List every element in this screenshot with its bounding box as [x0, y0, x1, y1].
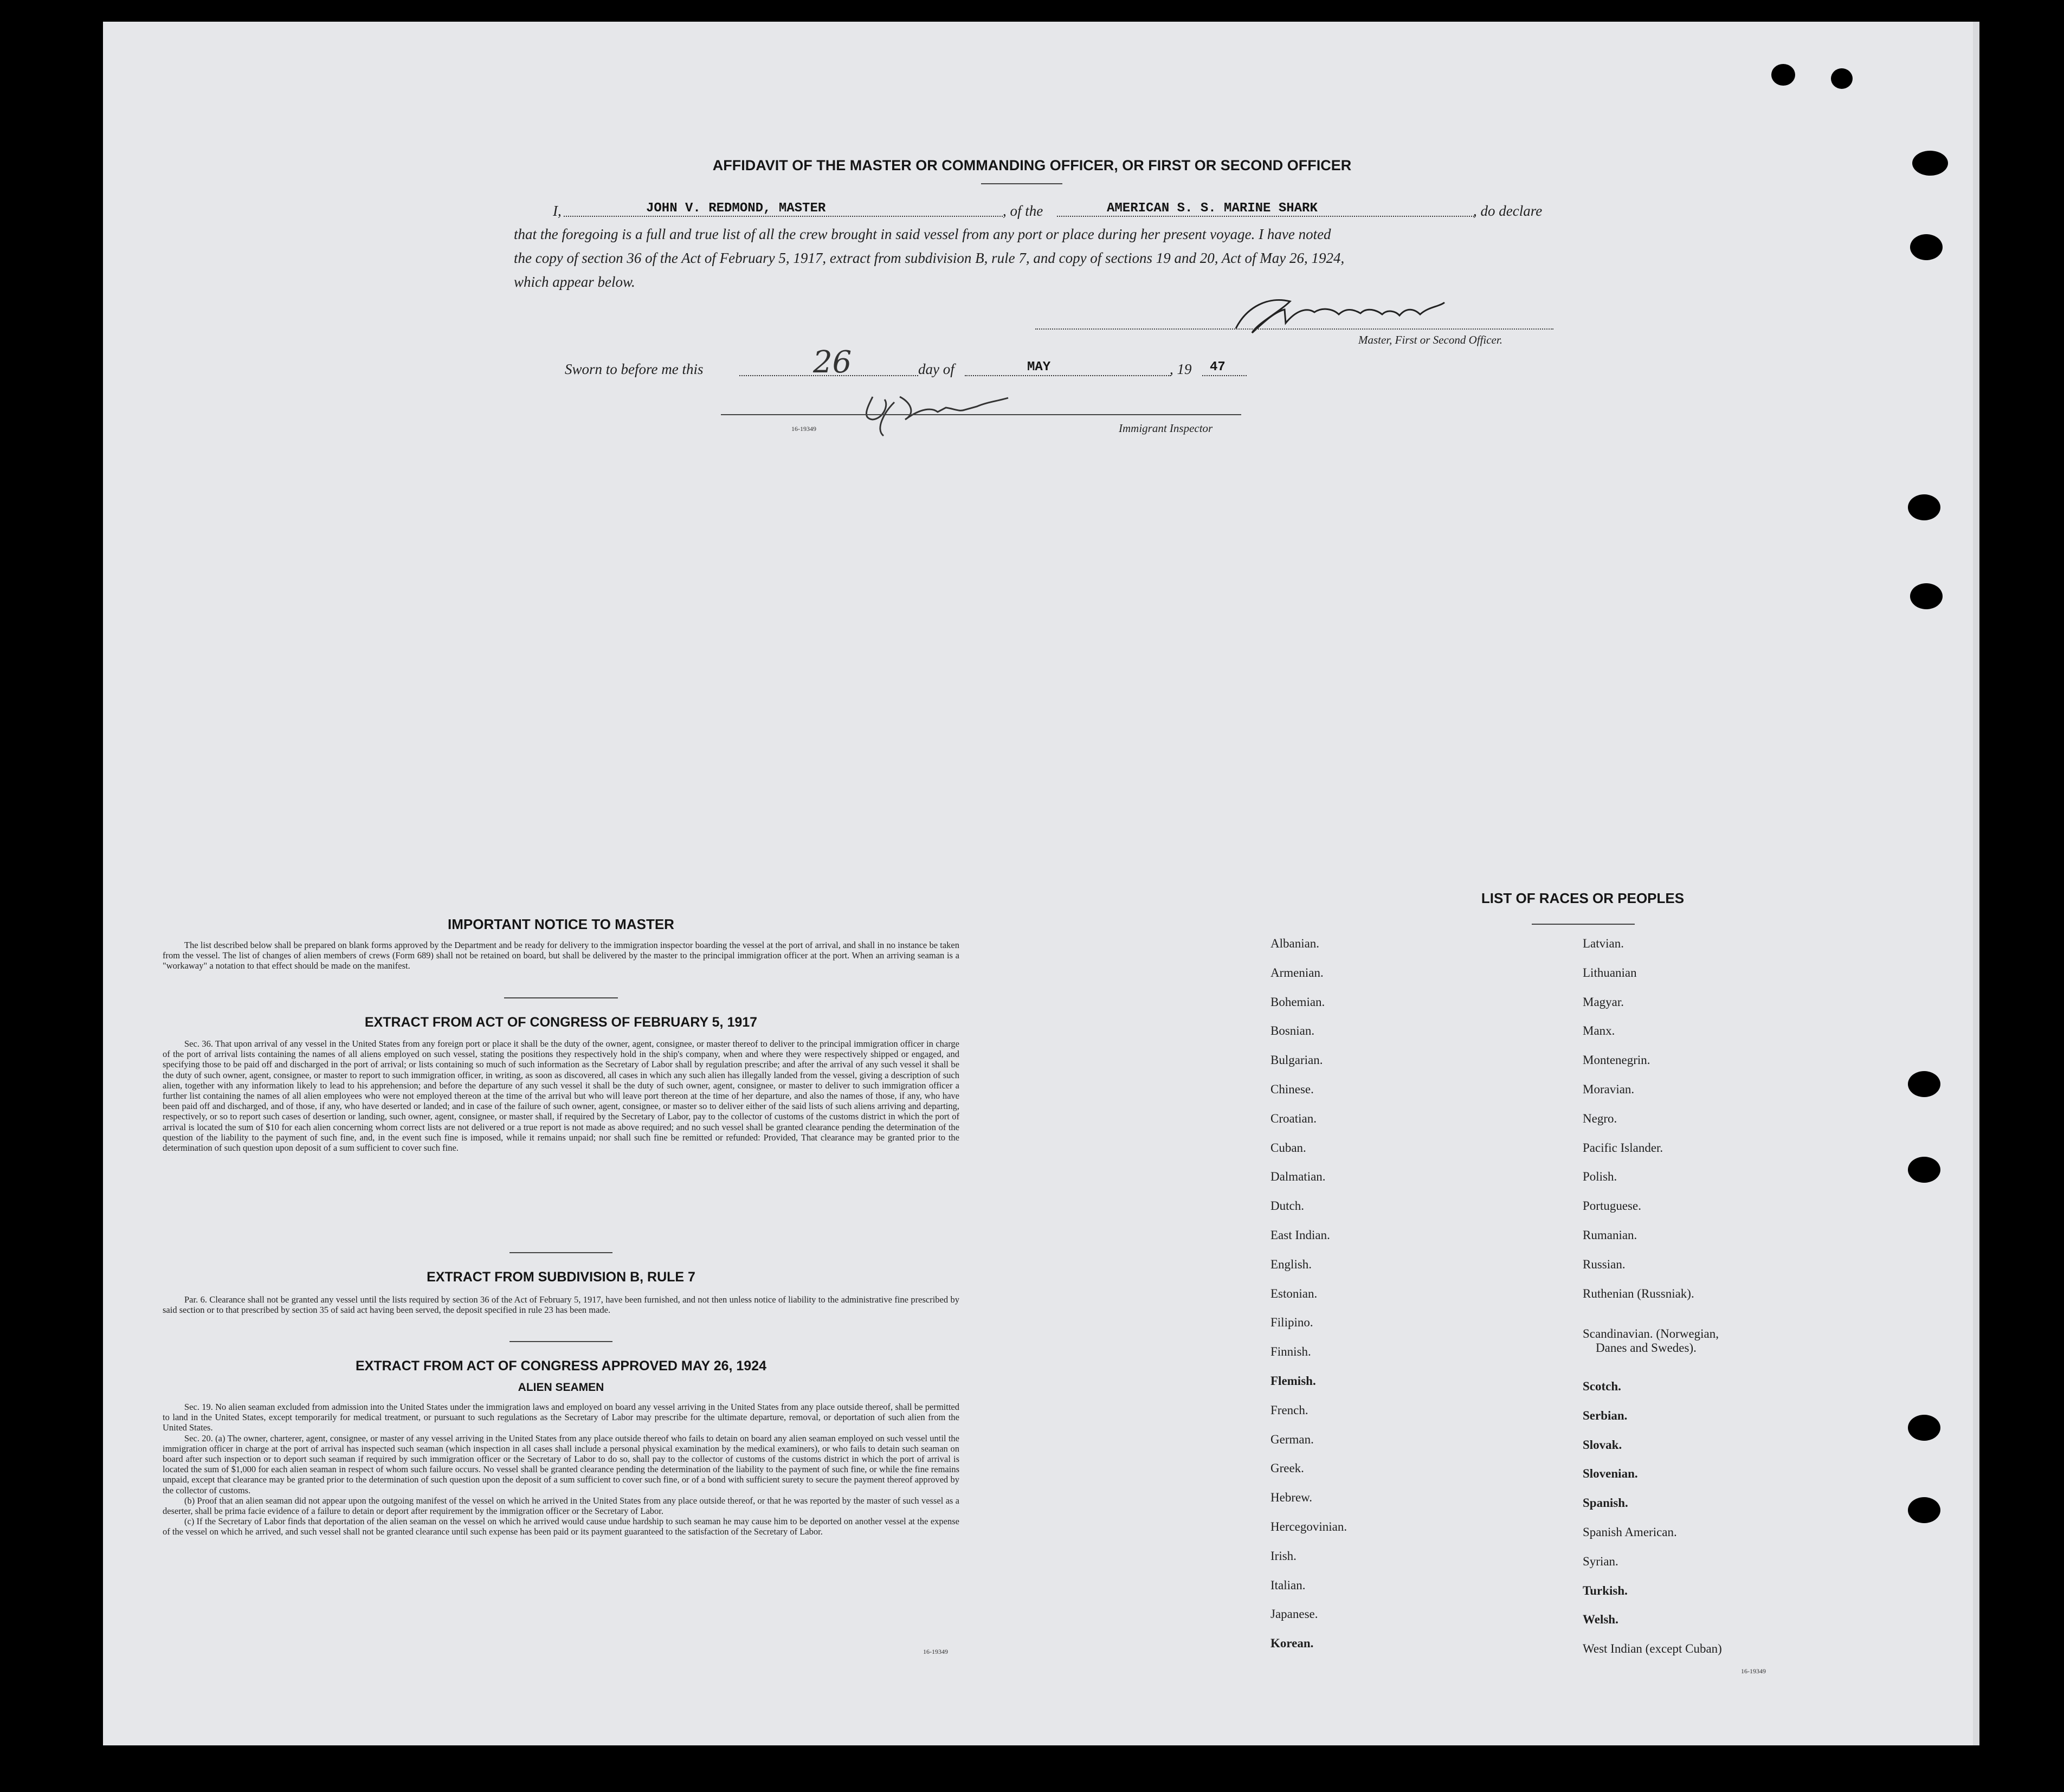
race-item: Turkish.	[1583, 1583, 1628, 1597]
race-item: Moravian.	[1583, 1082, 1635, 1096]
extract-1917-title: EXTRACT FROM ACT OF CONGRESS OF FEBRUARY 5, 1917	[364, 1015, 758, 1030]
race-item: Hebrew.	[1270, 1491, 1313, 1505]
of-the-label: , of the	[1003, 203, 1043, 219]
punch-hole	[1910, 234, 1943, 260]
sworn-month-blank	[965, 375, 1171, 376]
races-title: LIST OF RACES OR PEOPLES	[1481, 890, 1685, 906]
race-item: Lithuanian	[1583, 965, 1637, 979]
extract-form-code: 16-19349	[923, 1648, 948, 1655]
race-item: East Indian.	[1270, 1228, 1330, 1242]
vessel-name: AMERICAN S. S. MARINE SHARK	[1107, 201, 1318, 216]
sec-20a-paragraph: Sec. 20. (a) The owner, charterer, agent, consignee, or master of any vessel arriving in the United States from any place outside thereof who fails to detain on board any alien seaman employed on such vessel until the immigration officer in charge at the port of arrival has inspected such seaman (which inspection in all cases shall include a personal physical examination by the medical examiners), or who fails to detain such seaman on board after such inspection or to deport such seaman if required by such immigration officer or the Secretary of Labor to do so, shall pay to the collector of customs of the customs district in which the port of arrival is located the sum of $1,000 for each alien seaman in respect of whom such failure occurs. No vessel shall be granted clearance pending the determination of the liability to the payment of such fine, or while the fine remains unpaid, except that clearance may be granted prior to the determination of such question upon the deposit of a sum sufficient to cover such fine, or of a bond with sufficient surety to secure the payment thereof approved by the collector of customs.	[163, 1433, 959, 1496]
signature-caption: Master, First or Second Officer.	[1358, 333, 1502, 346]
race-item: Ruthenian (Russniak).	[1583, 1286, 1694, 1300]
year-prefix: , 19	[1170, 361, 1192, 377]
notice-text	[163, 940, 959, 971]
year-blank	[1202, 375, 1247, 376]
race-item: Negro.	[1583, 1111, 1617, 1125]
race-item: Spanish.	[1583, 1496, 1628, 1510]
title-divider	[981, 183, 1062, 184]
race-item: Russian.	[1583, 1257, 1626, 1271]
race-item: Armenian.	[1270, 965, 1324, 979]
race-item: Dalmatian.	[1270, 1170, 1326, 1184]
race-item: Bulgarian.	[1270, 1053, 1323, 1067]
sworn-year: 47	[1210, 360, 1226, 375]
race-item: French.	[1270, 1403, 1308, 1417]
ink-blot	[1831, 68, 1853, 89]
race-item: German.	[1270, 1432, 1314, 1446]
race-item: Slovenian.	[1583, 1467, 1638, 1481]
affidavit-title: AFFIDAVIT OF THE MASTER OR COMMANDING OFFICER, OR FIRST OR SECOND OFFICER	[712, 157, 1352, 173]
sec-20b-paragraph: (b) Proof that an alien seaman did not appear upon the outgoing manifest of the vessel on which he arrived in the United States from any place outside thereof, or that he was reported by the master of such vessel as a deserter, shall be prima facie evidence of a failure to detain or deport after requirement by the immigration officer or the Secretary of Labor.	[163, 1495, 959, 1517]
rule-7-text	[163, 1294, 959, 1315]
race-item: Welsh.	[1583, 1613, 1618, 1627]
race-item: Pacific Islander.	[1583, 1140, 1663, 1155]
race-item: Italian.	[1270, 1578, 1306, 1592]
race-item: Finnish.	[1270, 1345, 1311, 1359]
punch-hole	[1908, 1157, 1940, 1183]
declarant-blank	[564, 216, 1003, 217]
race-item: Irish.	[1270, 1549, 1297, 1563]
day-of-label: day of	[918, 361, 954, 377]
race-item: Bosnian.	[1270, 1024, 1315, 1038]
signature-line	[1035, 328, 1553, 330]
extract-1917-text	[163, 1039, 959, 1153]
race-item: Serbian.	[1583, 1408, 1628, 1422]
races-divider	[1532, 924, 1635, 925]
punch-hole	[1910, 583, 1943, 609]
race-item: Filipino.	[1270, 1316, 1313, 1330]
race-item: English.	[1270, 1257, 1312, 1271]
punch-hole	[1908, 1415, 1940, 1441]
sworn-month: MAY	[1027, 360, 1051, 375]
race-item: Flemish.	[1270, 1374, 1316, 1388]
race-item: Croatian.	[1270, 1111, 1317, 1125]
sec-20c-paragraph: (c) If the Secretary of Labor finds that deportation of the alien seaman on the vessel on which he arrived would cause undue hardship to such seaman he may cause him to be deported on another vessel at the expense of the vessel on which he arrived, and such vessel shall not be granted clearance until such expense has been paid or its payment guaranteed to the satisfaction of the Secretary of Labor.	[163, 1516, 959, 1537]
sworn-day: 26	[813, 345, 852, 380]
race-item: Portuguese.	[1583, 1199, 1641, 1213]
race-item: Dutch.	[1270, 1199, 1304, 1213]
race-item: Estonian.	[1270, 1286, 1318, 1300]
do-declare-label: , do declare	[1473, 203, 1543, 219]
inspector-caption: Immigrant Inspector	[1119, 422, 1213, 435]
race-item: Bohemian.	[1270, 995, 1325, 1009]
notice-paragraph: The list described below shall be prepared on blank forms approved by the Department and be ready for delivery to the immigration inspector boarding the vessel at the port of arrival, and shall in no instance be taken from the vessel. The list of changes of alien members of crews (Form 689) shall not be retained on board, but shall be delivered by the master to the principal immigration officer at the port. When an arriving seaman is a "workaway" a notation to that effect should be made on the manifest.	[163, 940, 959, 971]
race-item: Japanese.	[1270, 1607, 1318, 1621]
race-item: Magyar.	[1583, 995, 1624, 1009]
section-divider	[509, 1341, 612, 1342]
page-edge	[1973, 22, 1979, 1745]
race-item: Rumanian.	[1583, 1228, 1637, 1242]
sworn-prefix: Sworn to before me this	[565, 361, 704, 377]
alien-seamen-subtitle: ALIEN SEAMEN	[518, 1381, 604, 1394]
par-6-paragraph: Par. 6. Clearance shall not be granted any vessel until the lists required by section 36 of the Act of February 5, 1917, have been furnished, and not then unless notice of liability to the administrative fine prescribed by said section or to that prescribed by section 35 of said act having been served, the deposit specified in rule 23 has been made.	[163, 1294, 959, 1316]
race-item-continuation: Danes and Swedes).	[1596, 1341, 1697, 1355]
declaration-line-2: that the foregoing is a full and true list of all the crew brought in said vessel from any port or place during her present voyage. I have noted	[514, 226, 1331, 242]
punch-hole	[1908, 1497, 1940, 1523]
race-item: Spanish American.	[1583, 1525, 1677, 1539]
race-item: Montenegrin.	[1583, 1053, 1650, 1067]
punch-hole	[1908, 494, 1940, 520]
race-item: Scotch.	[1583, 1380, 1621, 1393]
race-item: Hercegovinian.	[1270, 1520, 1347, 1533]
race-item: Syrian.	[1583, 1554, 1618, 1568]
affidavit-form-code: 16-19349	[791, 425, 816, 433]
race-item: Cuban.	[1270, 1140, 1306, 1155]
sec-19-paragraph: Sec. 19. No alien seaman excluded from admission into the United States under the immigration laws and employed on board any vessel arriving in the United States from any place outside thereof, shall be permitted to land in the United States, except temporarily for medical treatment, or pursuant to such regulations as the Secretary of Labor may prescribe for the ultimate departure, removal, or deportation of such alien from the United States.	[163, 1402, 959, 1433]
declarant-name: JOHN V. REDMOND, MASTER	[646, 201, 826, 216]
race-item: Latvian.	[1583, 937, 1624, 950]
master-signature	[1225, 291, 1463, 339]
inspector-signature	[851, 386, 1035, 440]
race-item: Manx.	[1583, 1024, 1615, 1038]
rule-7-title: EXTRACT FROM SUBDIVISION B, RULE 7	[427, 1269, 695, 1285]
race-item: Polish.	[1583, 1170, 1617, 1184]
declaration-line-3: the copy of section 36 of the Act of February 5, 1917, extract from subdivision B, rule 7, and copy of sections 19 and 20, Act of May 26, 1924,	[514, 250, 1345, 266]
extract-1924-text	[163, 1402, 959, 1537]
race-item: Chinese.	[1270, 1082, 1314, 1096]
inspector-signature-line	[721, 414, 1241, 415]
ink-blot	[1771, 64, 1795, 86]
races-form-code: 16-19349	[1741, 1667, 1766, 1675]
declaration-line-4: which appear below.	[514, 274, 635, 290]
section-divider	[504, 997, 618, 998]
declaration-prefix: I,	[553, 203, 562, 219]
notice-title: IMPORTANT NOTICE TO MASTER	[448, 916, 674, 932]
sec-36-paragraph: Sec. 36. That upon arrival of any vessel in the United States from any foreign port or place it shall be the duty of the owner, agent, consignee, or master thereof to deliver to the principal immigration officer in charge of the port of arrival lists containing the names of all aliens employed on such vessel, stating the positions they respectively hold in the ship's company, when and where they were respectively shipped or engaged, and specifying those to be paid off and discharged in the port of arrival; or lists containing so much of such information as the Secretary of Labor shall by regulation prescribe; and after the arrival of any such vessel it shall be the duty of such owner, agent, consignee, or master to report to such immigration officer, in writing, as soon as discovered, all cases in which any such alien has illegally landed from the vessel, giving a description of such alien, together with any information likely to lead to his apprehension; and before the departure of any such vessel it shall be the duty of such owner, agent, consignee, or master to deliver to such immigration officer a further list containing the names of all alien employees who were not employed thereon at the time of the arrival but who will leave port thereon at the time of her departure, and also the names of those, if any, who have been paid off and discharged, and of those, if any, who have deserted or landed; and in case of the failure of such owner, agent, consignee, or master so to deliver either of the said lists of such aliens arriving and departing, respectively, or so to report such cases of desertion or landing, such owner, agent, consignee, or master shall, if required by the Secretary of Labor, pay to the collector of customs of the customs district in which the port of arrival is located the sum of $10 for each alien concerning whom correct lists are not delivered or a true report is not made as above required; and no such vessel shall be granted clearance pending the determination of the question of the liability to the payment of such fine, and, in the event such fine is imposed, while it remains unpaid; nor shall such fine be remitted or refunded: Provided, That clearance may be granted prior to the determination of such question upon deposit of a sum sufficient to cover such fine.	[163, 1039, 959, 1153]
section-divider	[509, 1252, 612, 1253]
race-item: Scandinavian. (Norwegian,	[1583, 1327, 1719, 1340]
vessel-blank	[1057, 216, 1474, 217]
race-item: Greek.	[1270, 1461, 1304, 1475]
race-item: Korean.	[1270, 1636, 1314, 1651]
extract-1924-title: EXTRACT FROM ACT OF CONGRESS APPROVED MAY 26, 1924	[355, 1358, 767, 1374]
race-item: Albanian.	[1270, 937, 1320, 950]
race-item: Slovak.	[1583, 1438, 1622, 1452]
race-item: West Indian (except Cuban)	[1583, 1642, 1722, 1656]
punch-hole	[1908, 1071, 1940, 1097]
